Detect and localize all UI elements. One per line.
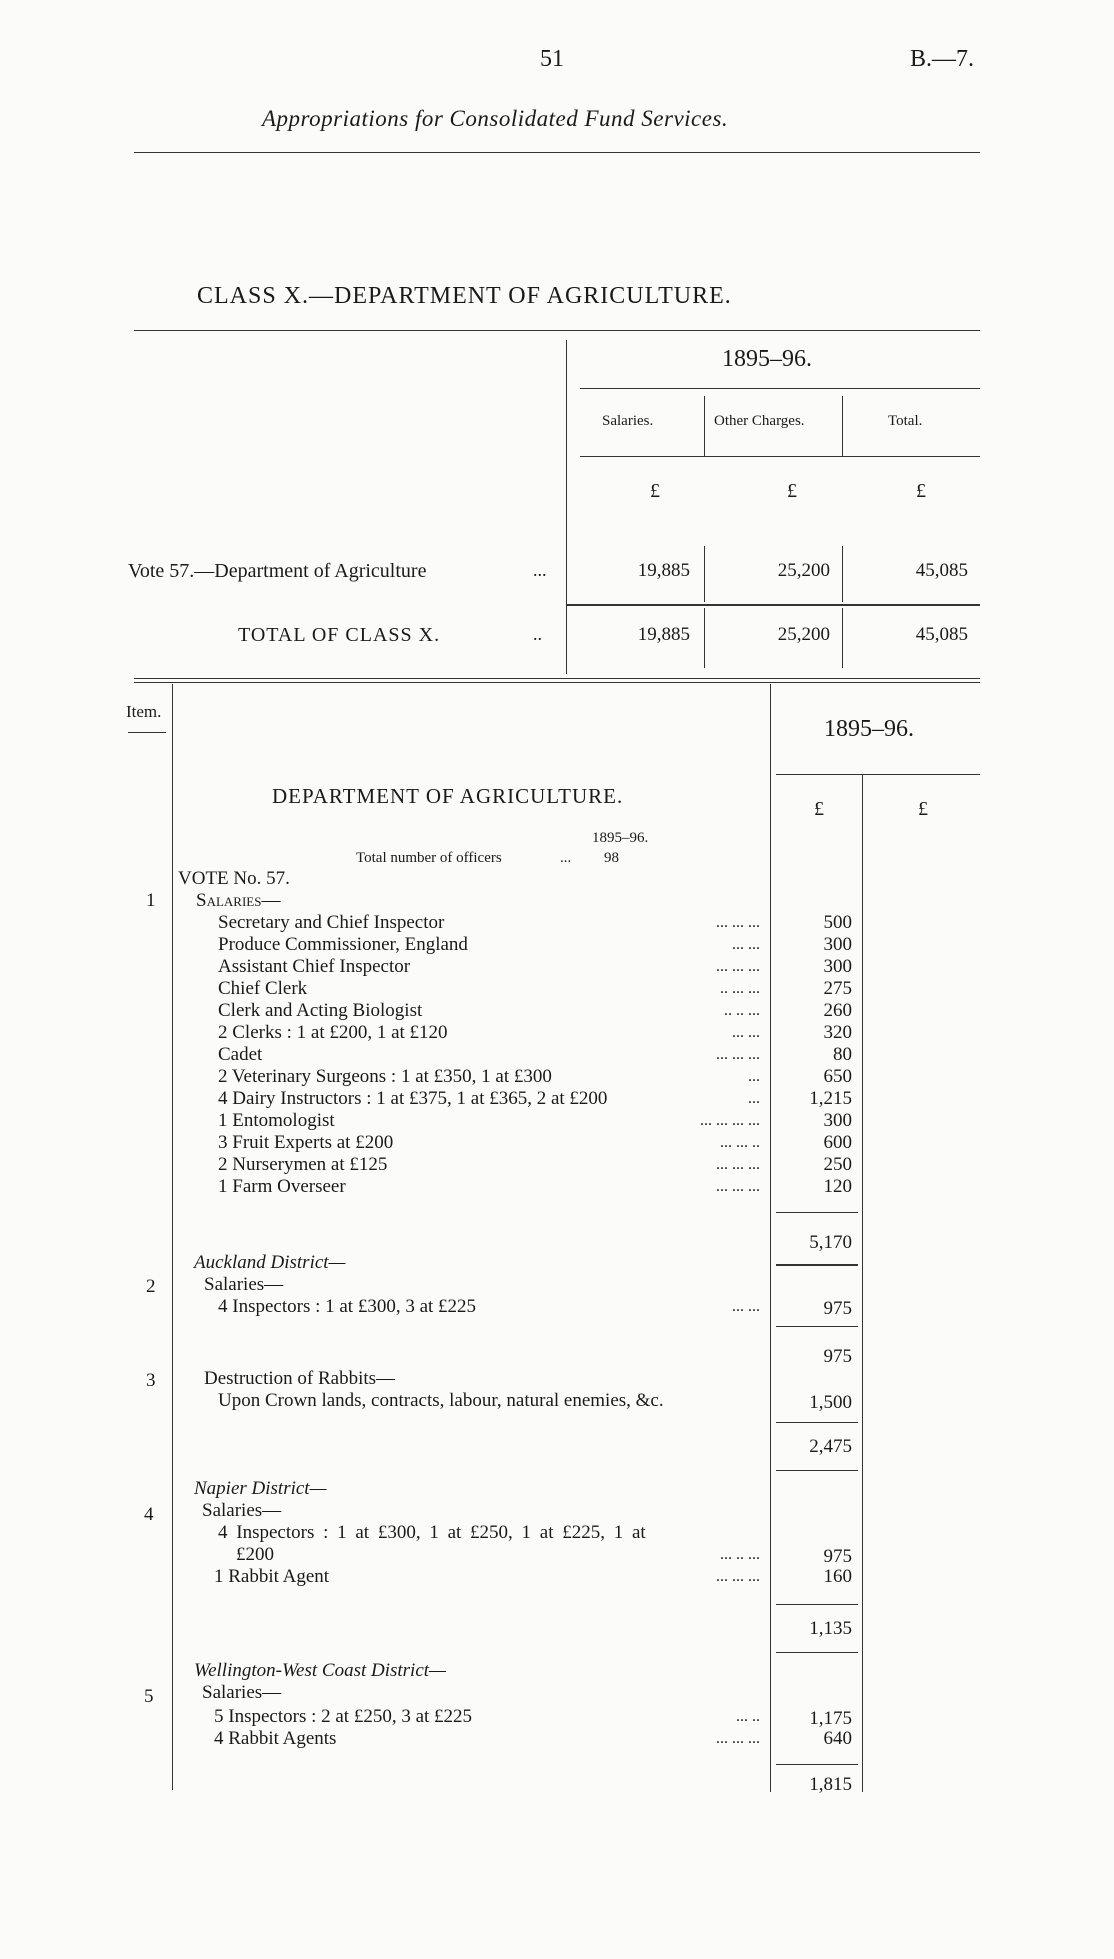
amount-column-left (770, 684, 771, 1792)
item-header-rule (128, 732, 166, 733)
salary-line-dots: ... ... (732, 936, 760, 953)
salary-line-amount: 300 (823, 1110, 852, 1131)
officers-label: Total number of officers (356, 850, 502, 866)
salary-line-dots: ... (748, 1068, 760, 1085)
header-rule (134, 152, 980, 153)
salary-line-dots: .. .. ... (724, 1002, 760, 1019)
class-title: CLASS X.—DEPARTMENT OF AGRICULTURE. (197, 283, 732, 309)
salary-line-label: Chief Clerk (218, 978, 308, 999)
salary-line-label: Cadet (218, 1044, 263, 1065)
item-3-heading: Destruction of Rabbits— (204, 1368, 396, 1389)
officers-count: 98 (604, 850, 619, 866)
summary-year: 1895–96. (722, 346, 812, 372)
salary-line-amount: 275 (823, 978, 852, 999)
item-4-total: 1,135 (809, 1618, 852, 1639)
item-4-district: Napier District— (194, 1478, 327, 1499)
item-5-line-amount: 1,175 (809, 1708, 852, 1729)
summary-bottom-rule (134, 678, 980, 679)
salary-line-amount: 120 (823, 1176, 852, 1197)
currency-salaries: £ (650, 480, 660, 502)
item-3-line-label: Upon Crown lands, contracts, labour, natural enemies, &c. (218, 1390, 664, 1411)
item-2-heading: Salaries— (204, 1274, 284, 1295)
salary-line-amount: 500 (823, 912, 852, 933)
item-4-number: 4 (144, 1504, 154, 1525)
item-4-line-2-dots: ... ... ... (716, 1568, 760, 1585)
item-4-line-2-label: 1 Rabbit Agent (214, 1566, 330, 1587)
summary-divider (566, 340, 567, 674)
salary-line-dots: ... ... ... ... (700, 1112, 760, 1129)
salary-line-label: 2 Clerks : 1 at £200, 1 at £120 (218, 1022, 448, 1043)
salary-line-amount: 300 (823, 956, 852, 977)
item-5-line-dots: ... .. (736, 1708, 760, 1725)
item-1-total: 5,170 (809, 1232, 852, 1253)
page-number: 51 (540, 46, 564, 72)
summary-row-vote-total: 45,085 (915, 560, 968, 581)
summary-total-rule (566, 604, 980, 606)
column-other-charges: Other Charges. (714, 413, 805, 429)
salary-line-label: Assistant Chief Inspector (218, 956, 411, 977)
salary-line-amount: 1,215 (809, 1088, 852, 1109)
salary-line-dots: ... (748, 1090, 760, 1107)
item-3-total: 2,475 (809, 1436, 852, 1457)
item-5-line-label: 4 Rabbit Agents (214, 1728, 337, 1749)
salary-line-label: 3 Fruit Experts at £200 (218, 1132, 394, 1153)
salary-line-amount: 80 (833, 1044, 852, 1065)
item-5-line-dots: ... ... ... (716, 1730, 760, 1747)
summary-col-header-rule (580, 456, 980, 457)
document-reference: B.—7. (910, 46, 975, 72)
item-4-total-rule (776, 1652, 858, 1653)
salary-line-label: 1 Entomologist (218, 1110, 335, 1131)
item-2-sum-rule (776, 1326, 858, 1327)
salary-line-amount: 650 (823, 1066, 852, 1087)
item-header: Item. (126, 702, 162, 721)
salary-line-dots: ... ... ... (716, 914, 760, 931)
item-5-line-label: 5 Inspectors : 2 at £250, 3 at £225 (214, 1706, 473, 1727)
dept-title: DEPARTMENT OF AGRICULTURE. (272, 784, 624, 808)
summary-row-vote-label: Vote 57.—Department of Agriculture (128, 560, 427, 582)
salary-line-dots: ... ... (732, 1024, 760, 1041)
item-5-number: 5 (144, 1686, 154, 1707)
item-2-line-dots: ... ... (732, 1298, 760, 1315)
item-1-number: 1 (146, 890, 156, 911)
summary-row-total-dots: .. (533, 624, 542, 644)
item-2-total: 975 (823, 1346, 852, 1367)
item-4-line-2-amount: 160 (823, 1566, 852, 1587)
item-5-total: 1,815 (809, 1774, 852, 1795)
salary-line-dots: ... ... .. (720, 1134, 760, 1151)
summary-row-vote-other: 25,200 (777, 560, 830, 581)
summary-col-divider-1 (704, 396, 705, 456)
salary-line-label: Secretary and Chief Inspector (218, 912, 445, 933)
summary-row-vote-salaries: 19,885 (637, 560, 690, 581)
currency-other: £ (787, 480, 797, 502)
summary-row-total-other: 25,200 (777, 624, 830, 645)
salary-line-label: Clerk and Acting Biologist (218, 1000, 423, 1021)
vote-number: VOTE No. 57. (178, 868, 290, 889)
salary-line-amount: 320 (823, 1022, 852, 1043)
summary-row-vote-dots: ... (533, 560, 547, 580)
summary-row-total-salaries: 19,885 (637, 624, 690, 645)
detail-currency-2: £ (918, 798, 928, 820)
item-column-divider (172, 684, 173, 1790)
summary-col-divider-2b (842, 546, 843, 602)
item-4-line-1-amount: 975 (823, 1546, 852, 1567)
item-4-sum-rule (776, 1604, 858, 1605)
detail-year: 1895–96. (824, 716, 914, 742)
summary-col-divider-2c (842, 608, 843, 668)
item-3-line-amount: 1,500 (809, 1392, 852, 1413)
salary-line-label: 2 Veterinary Surgeons : 1 at £350, 1 at £300 (218, 1066, 552, 1087)
salary-line-label: 2 Nurserymen at £125 (218, 1154, 388, 1175)
page-subtitle: Appropriations for Consolidated Fund Services. (262, 106, 729, 131)
summary-col-divider-1b (704, 546, 705, 602)
item-1-sum-rule (776, 1212, 858, 1213)
summary-col-divider-1c (704, 608, 705, 668)
salary-line-amount: 600 (823, 1132, 852, 1153)
salary-line-dots: ... ... ... (716, 1178, 760, 1195)
item-1-heading: Salaries— (196, 890, 281, 911)
salary-line-dots: .. ... ... (720, 980, 760, 997)
item-5-line-amount: 640 (823, 1728, 852, 1749)
item-4-line-1b: £200 (236, 1544, 274, 1565)
item-3-sum-rule (776, 1422, 858, 1423)
salary-line-label: Produce Commissioner, England (218, 934, 468, 955)
item-2-number: 2 (146, 1276, 156, 1297)
officers-year: 1895–96. (592, 830, 649, 846)
summary-col-divider-2 (842, 396, 843, 456)
item-2-line-amount: 975 (823, 1298, 852, 1319)
salary-line-dots: ... ... ... (716, 1046, 760, 1063)
amount-column-mid (862, 774, 863, 1792)
officers-dots: ... (560, 850, 572, 866)
item-5-district: Wellington-West Coast District— (194, 1660, 446, 1681)
summary-top-rule (134, 330, 980, 331)
item-4-heading: Salaries— (202, 1500, 282, 1521)
summary-row-total-label: TOTAL OF CLASS X. (238, 624, 441, 646)
summary-bottom-rule-2 (134, 682, 980, 683)
item-2-district: Auckland District— (194, 1252, 346, 1273)
salary-line-amount: 250 (823, 1154, 852, 1175)
salary-line-amount: 300 (823, 934, 852, 955)
salary-line-dots: ... ... ... (716, 1156, 760, 1173)
detail-currency-1: £ (814, 798, 824, 820)
salary-line-label: 1 Farm Overseer (218, 1176, 346, 1197)
item-5-sum-rule (776, 1764, 858, 1765)
item-2-line-label: 4 Inspectors : 1 at £300, 3 at £225 (218, 1296, 477, 1317)
salary-line-dots: ... ... ... (716, 958, 760, 975)
currency-total: £ (916, 480, 926, 502)
detail-year-rule (776, 774, 980, 775)
item-5-heading: Salaries— (202, 1682, 282, 1703)
summary-year-rule (580, 388, 980, 389)
item-1-total-rule (776, 1264, 858, 1266)
salary-line-amount: 260 (823, 1000, 852, 1021)
column-salaries: Salaries. (602, 413, 654, 429)
summary-row-total-total: 45,085 (915, 624, 968, 645)
item-3-total-rule (776, 1470, 858, 1471)
item-4-line-1-dots: ... .. ... (720, 1546, 760, 1563)
column-total: Total. (888, 413, 923, 429)
item-3-number: 3 (146, 1370, 156, 1391)
item-4-line-1a: 4 Inspectors : 1 at £300, 1 at £250, 1 at £225, 1 at (218, 1522, 646, 1543)
salary-line-label: 4 Dairy Instructors : 1 at £375, 1 at £365, 2 at £200 (218, 1088, 608, 1109)
